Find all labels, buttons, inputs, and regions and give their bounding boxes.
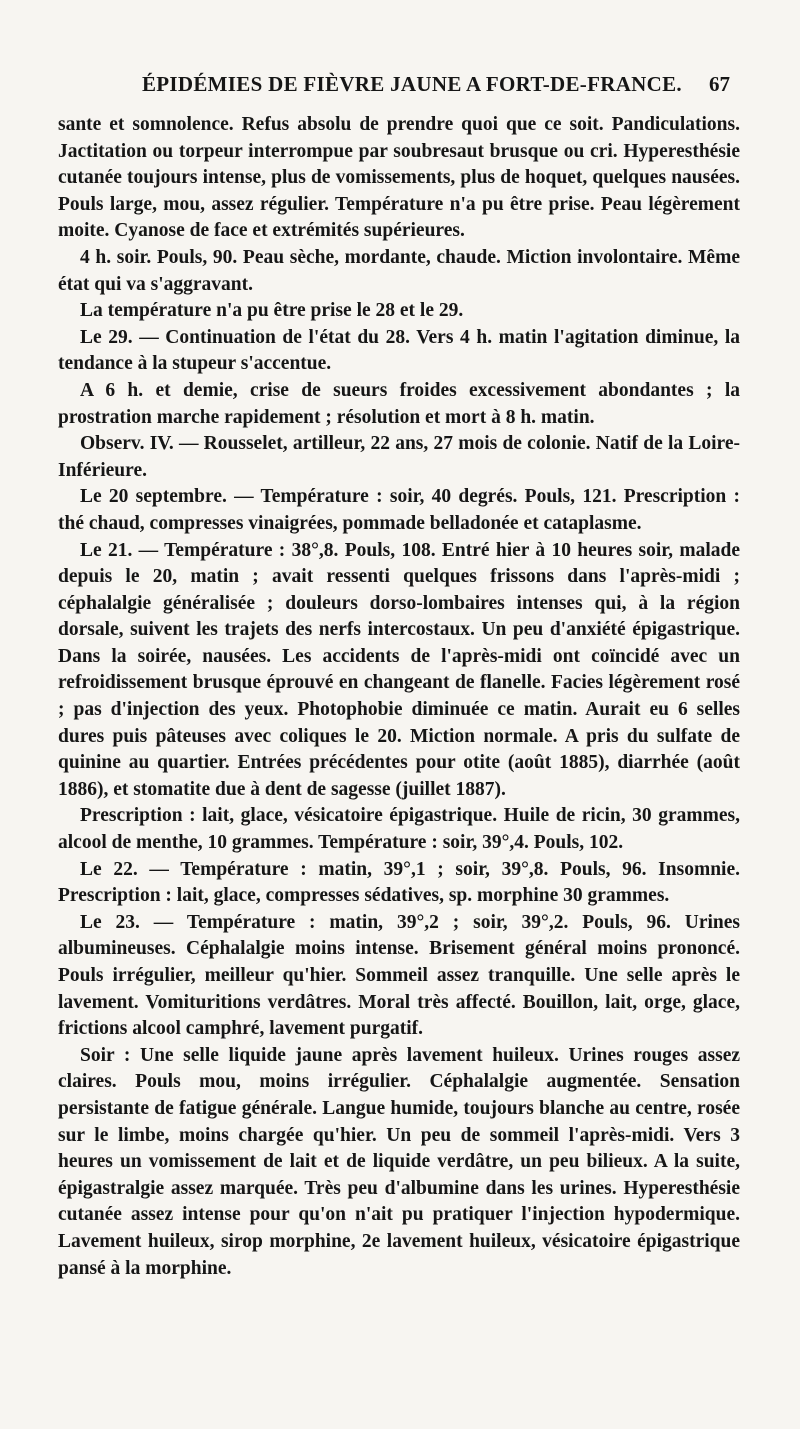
paragraph: Le 22. — Température : matin, 39°,1 ; soir, 39°,8. Pouls, 96. Insomnie. Prescription : lait, glace, compresses sédatives, sp. morphine 30 grammes.: [58, 858, 740, 907]
paragraph: A 6 h. et demie, crise de sueurs froides excessivement abondantes ; la prostration marche rapidement ; résolution et mort à 8 h. matin.: [58, 379, 740, 428]
paragraph: Le 23. — Température : matin, 39°,2 ; soir, 39°,2. Pouls, 96. Urines albumineuses. Céphalalgie moins intense. Brisement général moins prononcé. Pouls irrégulier, meilleur qu'hier. Sommeil assez tranquille. Une selle après le lavement. Vomituritions verdâtres. Moral très affecté. Bouillon, lait, orge, glace, frictions alcool camphré, lavement purgatif.: [58, 911, 740, 1040]
paragraph: Le 21. — Température : 38°,8. Pouls, 108. Entré hier à 10 heures soir, malade depuis le 20, matin ; avait ressenti quelques frissons dans l'après-midi ; céphalalgie généralisée ; douleurs dorso-lombaires intenses qui, à la région dorsale, suivent les trajets des nerfs intercostaux. Un peu d'anxiété épigastrique. Dans la soirée, nausées. Les accidents de l'après-midi ont coïncidé avec un refroidissement brusque éprouvé en changeant de flanelle. Facies légèrement rosé ; pas d'injection des yeux. Photophobie diminuée ce matin. Aurait eu 6 selles dures puis pâteuses avec coliques le 20. Miction normale. A pris du sulfate de quinine au quartier. Entrées précédentes pour otite (août 1885), diarrhée (août 1886), et stomatite due à dent de sagesse (juillet 1887).: [58, 539, 740, 800]
paragraph: La température n'a pu être prise le 28 et le 29.: [80, 300, 464, 322]
observation-heading-paragraph: Observ. IV. — Rousselet, artilleur, 22 ans, 27 mois de colonie. Natif de la Loire-Inférieure.: [58, 433, 740, 481]
running-title: ÉPIDÉMIES DE FIÈVRE JAUNE A FORT-DE-FRANCE.: [142, 72, 682, 96]
paragraph: Prescription : lait, glace, vésicatoire épigastrique. Huile de ricin, 30 grammes, alcool de menthe, 10 grammes. Température : soir, 39°,4. Pouls, 102.: [58, 805, 740, 854]
page-header: [142, 72, 730, 104]
paragraph: Soir : Une selle liquide jaune après lavement huileux. Urines rouges assez claires. Pouls mou, moins irrégulier. Céphalalgie augmentée. Sensation persistante de fatigue générale. Langue humide, toujours blanche au centre, rosée sur le limbe, moins chargée qu'hier. Un peu de sommeil l'après-midi. Vers 3 heures un vomissement de lait et de liquide verdâtre, un peu bilieux. A la suite, épigastralgie assez marquée. Très peu d'albumine dans les urines. Hyperesthésie cutanée assez intense pour qu'on n'ait pu pratiquer l'injection hypodermique. Lavement huileux, sirop morphine, 2e lavement huileux, vésicatoire épigastrique pansé à la morphine.: [58, 1044, 740, 1279]
paragraph: 4 h. soir. Pouls, 90. Peau sèche, mordante, chaude. Miction involontaire. Même état qui va s'aggravant.: [58, 246, 740, 295]
paragraph: Le 29. — Continuation de l'état du 28. Vers 4 h. matin l'agitation diminue, la tendance à la stupeur s'accentue.: [58, 326, 740, 375]
paragraph: Le 20 septembre. — Température : soir, 40 degrés. Pouls, 121. Prescription : thé chaud, compresses vinaigrées, pommade belladonée et cataplasme.: [58, 486, 740, 534]
body-text: [58, 112, 740, 1282]
page-number: 67: [709, 72, 730, 96]
paragraph: sante et somnolence. Refus absolu de prendre quoi que ce soit. Pandiculations. Jactitation ou torpeur interrompue par soubresaut brusque ou cri. Hyperesthésie cutanée toujours intense, plus de vomissements, plus de hoquet, quelques nausées. Pouls large, mou, assez régulier. Température n'a pu être prise. Peau légèrement moite. Cyanose de face et extrémités supérieures.: [58, 114, 740, 242]
